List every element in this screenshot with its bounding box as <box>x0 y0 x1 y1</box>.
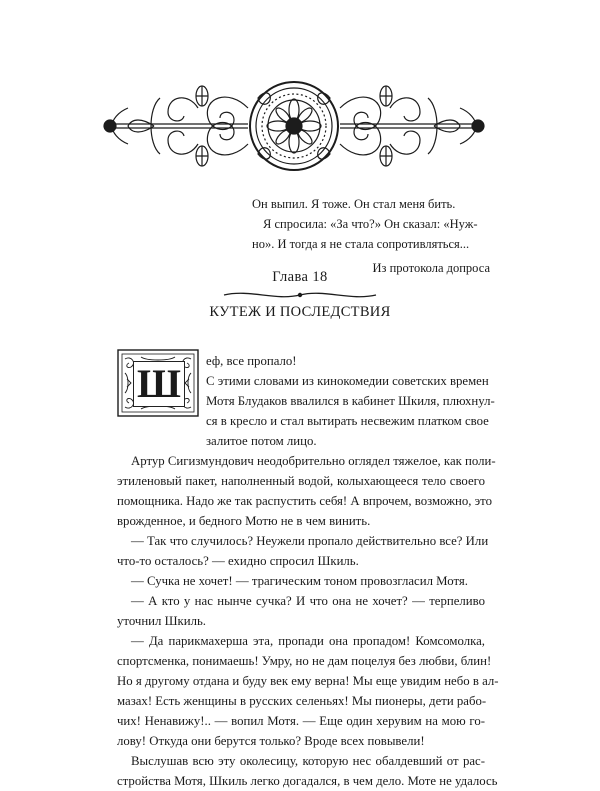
text-line: Артур Сигизмундович неодобрительно оглядел тяжелое, как поли- <box>131 454 496 468</box>
text-line: что-то осталось? — ехидно спросил Шкиль. <box>117 554 359 568</box>
text-line: — Сучка не хочет! — трагическим тоном провозгласил Мотя. <box>131 574 468 588</box>
text-line: залитое потом лицо. <box>206 434 317 448</box>
text-line: С этими словами из кинокомедии советских времен <box>206 374 489 388</box>
text-line: мазах! Есть женщины в русских селеньях! Мы пионеры, дети рабо- <box>117 694 487 708</box>
chapter-number: Глава 18 <box>272 269 328 285</box>
text-line: Но я другому отдана и буду век ему верна! Мы еще увидим небо в ал- <box>117 674 499 688</box>
text-line: врожденное, и бедного Мотю не в чем винить. <box>117 514 371 528</box>
text-line: стройства Мотя, Шкиль легко догадался, в чем дело. Моте не удалось <box>117 774 498 788</box>
decorative-headpiece-ornament <box>98 78 490 174</box>
text-line: этиленовый пакет, наполненный водой, колыхающееся тело своего <box>117 474 485 488</box>
epigraph-line: Я спросила: «За что?» Он сказал: «Нуж- <box>263 217 478 231</box>
epigraph-source: Из протокола допроса <box>372 261 490 275</box>
text-line: чих! Ненавижу!.. — вопил Мотя. — Еще один херувим на мою го- <box>117 714 485 728</box>
text-line: лову! Откуда они берутся только? Вроде всех повывели! <box>117 734 425 748</box>
epigraph-line: но». И тогда я не стала сопротивляться... <box>252 237 470 251</box>
chapter-swash-ornament <box>220 288 380 302</box>
text-line: — А кто у нас нынче сучка? И что она не хочет? — терпеливо <box>131 594 485 608</box>
chapter-title: КУТЕЖ И ПОСЛЕДСТВИЯ <box>209 304 391 320</box>
text-line: спортсменка, понимаешь! Умру, но не дам поцелуя без любви, блин! <box>117 654 492 668</box>
chapter-body-text <box>117 351 499 791</box>
text-line: Мотя Блудаков ввалился в кабинет Шкиля, плюхнул- <box>206 394 495 408</box>
text-line: — Да парикмахерша эта, пропади она пропадом! Комсомолка, <box>131 634 485 648</box>
epigraph-line: Он выпил. Я тоже. Он стал меня бить. <box>252 197 456 211</box>
drop-cap-letter: Ш <box>133 361 185 407</box>
text-line: уточнил Шкиль. <box>117 614 207 628</box>
text-line: — Так что случилось? Неужели пропало действительно все? Или <box>131 534 489 548</box>
text-line: еф, все пропало! <box>206 354 297 368</box>
text-line: Выслушав всю эту околесицу, которую нес обалдевший от рас- <box>131 754 485 768</box>
epigraph <box>252 194 490 278</box>
text-line: ся в кресло и стал вытирать несвежим платком свое <box>206 414 489 428</box>
text-line: помощника. Надо же так распустить себя! А впрочем, возможно, это <box>117 494 493 508</box>
